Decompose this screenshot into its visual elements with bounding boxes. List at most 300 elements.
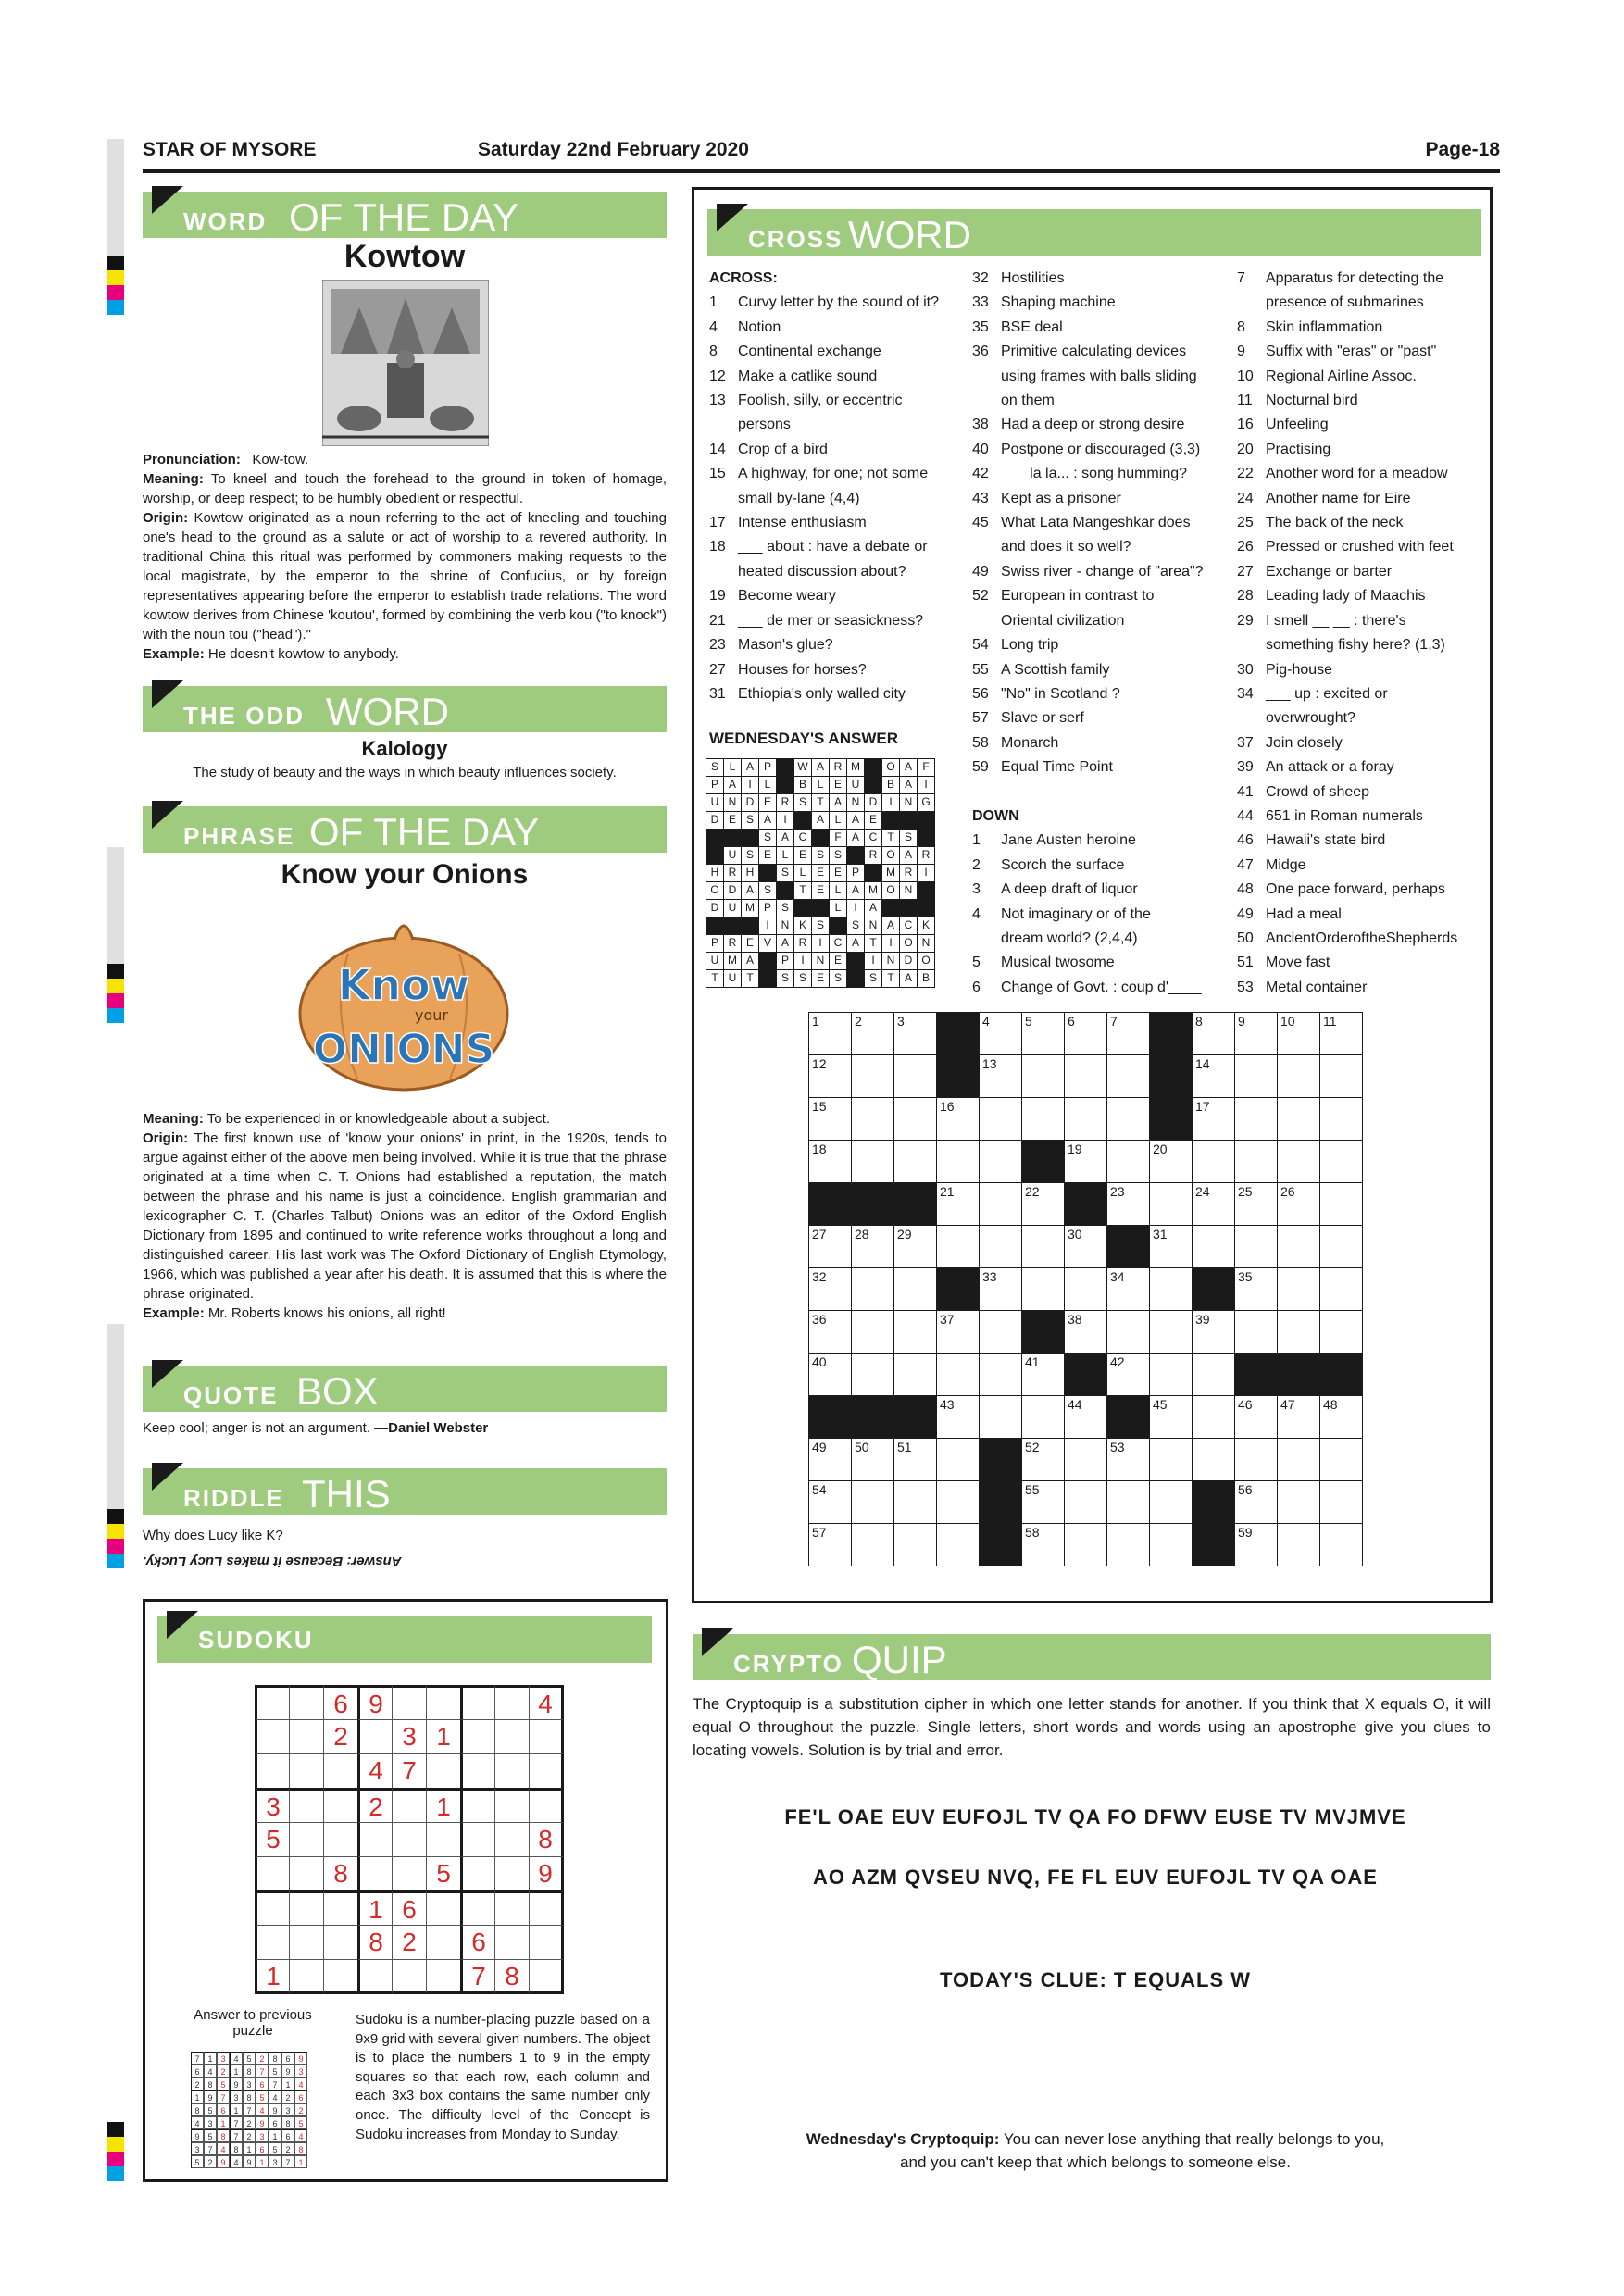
sudoku-cell[interactable]: [289, 1959, 324, 1994]
sudoku-answer-cell: 7: [191, 2052, 204, 2065]
sudoku-cell[interactable]: [494, 1822, 530, 1857]
crossword-cell[interactable]: [979, 1310, 1022, 1354]
cell-number: 27: [812, 1227, 827, 1242]
sudoku-cell[interactable]: [255, 1925, 290, 1960]
crossword-cell[interactable]: [851, 1225, 894, 1268]
sudoku-cell[interactable]: [529, 1959, 564, 1994]
cell-number: 10: [1280, 1014, 1295, 1029]
sudoku-answer-cell: 9: [191, 2129, 204, 2142]
crossword-cell[interactable]: [1192, 1182, 1235, 1226]
crossword-cell[interactable]: [1234, 1267, 1278, 1311]
sudoku-cell[interactable]: [289, 1856, 324, 1891]
clue: [1237, 805, 1496, 829]
answer-cell: A: [881, 917, 900, 935]
answer-cell: S: [811, 846, 830, 865]
crossword-cell[interactable]: [808, 1480, 852, 1524]
sudoku-cell[interactable]: [255, 1719, 290, 1754]
crossword-cell[interactable]: [893, 1480, 937, 1524]
crossword-cell[interactable]: [1021, 1267, 1065, 1311]
crossword-cell[interactable]: [893, 1140, 937, 1183]
clue: [972, 706, 1231, 730]
crossword-cell[interactable]: [1106, 1438, 1150, 1481]
crossword-cell[interactable]: [1319, 1012, 1363, 1055]
sudoku-cell[interactable]: [460, 1890, 495, 1926]
crossword-cell[interactable]: [893, 1267, 937, 1311]
answer-cell: I: [917, 864, 935, 882]
answer-cell: F: [917, 758, 935, 777]
sudoku-cell[interactable]: [426, 1822, 461, 1857]
crossword-cell[interactable]: [1192, 1310, 1235, 1354]
crossword-cell[interactable]: [1149, 1182, 1193, 1226]
crossword-cell[interactable]: [808, 1523, 852, 1566]
riddle-question: Why does Lucy like K?: [143, 1528, 283, 1543]
clue-number: 13: [709, 393, 726, 409]
crossword-cell[interactable]: [1064, 1395, 1107, 1439]
sudoku-cell[interactable]: [426, 1753, 461, 1789]
sudoku-cell[interactable]: [529, 1753, 564, 1789]
crossword-cell[interactable]: [1106, 1523, 1150, 1566]
sudoku-cell[interactable]: [494, 1753, 530, 1789]
sudoku-cell[interactable]: [255, 1890, 290, 1926]
sudoku-cell[interactable]: [460, 1788, 495, 1823]
crossword-black-cell: [979, 1523, 1022, 1566]
clue-number: 42: [972, 466, 989, 482]
clue-text: presence of submarines: [1266, 294, 1424, 311]
crossword-cell[interactable]: [1234, 1054, 1278, 1098]
sudoku-cell[interactable]: [255, 1753, 290, 1789]
crossword-cell[interactable]: [1234, 1438, 1278, 1481]
sudoku-cell[interactable]: [494, 1890, 530, 1926]
crossword-cell[interactable]: [851, 1097, 894, 1141]
crossword-cell[interactable]: [979, 1353, 1022, 1396]
clue-text: "No" in Scotland ?: [1001, 685, 1120, 702]
answer-cell: L: [829, 811, 847, 830]
sudoku-cell[interactable]: [357, 1719, 393, 1754]
crossword-cell[interactable]: [808, 1267, 852, 1311]
crossword-cell[interactable]: [1064, 1310, 1107, 1354]
crossword-cell[interactable]: [1277, 1395, 1320, 1439]
word-of-day-heading: WORD OF THE DAY: [143, 192, 667, 238]
crossword-cell[interactable]: [808, 1225, 852, 1268]
sudoku-cell[interactable]: [392, 1822, 427, 1857]
crossword-cell[interactable]: [851, 1140, 894, 1183]
clue-text: Skin inflammation: [1266, 318, 1383, 335]
answer-cell: E: [758, 846, 777, 865]
crossword-cell[interactable]: [1064, 1140, 1107, 1183]
clue-number: 53: [1237, 979, 1254, 995]
crossword-cell[interactable]: [1149, 1310, 1193, 1354]
sudoku-cell[interactable]: [426, 1959, 461, 1994]
crossword-cell[interactable]: [1106, 1140, 1150, 1183]
crossword-cell[interactable]: [1021, 1097, 1065, 1141]
crossword-cell[interactable]: [1234, 1097, 1278, 1141]
crossword-cell[interactable]: [1021, 1438, 1065, 1481]
crossword-cell[interactable]: [1106, 1480, 1150, 1524]
sudoku-cell[interactable]: [289, 1685, 324, 1720]
clue-number: 15: [709, 466, 726, 482]
sudoku-cell[interactable]: [289, 1788, 324, 1823]
answer-cell: [899, 899, 918, 917]
crossword-cell[interactable]: [1064, 1523, 1107, 1566]
crossword-cell[interactable]: [1149, 1353, 1193, 1396]
crossword-cell[interactable]: [936, 1523, 980, 1566]
crossword-cell[interactable]: [979, 1225, 1022, 1268]
clue-text: Notion: [738, 318, 781, 335]
crossword-cell[interactable]: [1234, 1012, 1278, 1055]
sudoku-cell[interactable]: [460, 1719, 495, 1754]
crossword-cell[interactable]: [979, 1012, 1022, 1055]
crossword-cell[interactable]: [1064, 1012, 1107, 1055]
clue: [1237, 413, 1496, 437]
answer-cell: [741, 917, 759, 935]
sudoku-cell[interactable]: [494, 1788, 530, 1823]
cell-number: 16: [940, 1099, 955, 1114]
crossword-cell[interactable]: [851, 1054, 894, 1098]
sudoku-answer-cell: 3: [256, 2129, 269, 2142]
clue-text: heated discussion about?: [738, 563, 906, 580]
crossword-cell[interactable]: [1234, 1310, 1278, 1354]
sudoku-heading: SUDOKU: [157, 1616, 652, 1663]
sudoku-cell[interactable]: [255, 1685, 290, 1720]
crossword-cell[interactable]: [1149, 1140, 1193, 1183]
crossword-cell[interactable]: [1277, 1310, 1320, 1354]
crossword-cell[interactable]: [808, 1097, 852, 1141]
crossword-cell[interactable]: [936, 1353, 980, 1396]
sudoku-cell[interactable]: [323, 1890, 358, 1926]
crossword-cell[interactable]: [936, 1097, 980, 1141]
crossword-cell[interactable]: [1064, 1225, 1107, 1268]
crossword-cell[interactable]: [936, 1225, 980, 1268]
clue-text: Metal container: [1266, 979, 1368, 995]
crossword-cell[interactable]: [851, 1012, 894, 1055]
sudoku-cell[interactable]: [289, 1822, 324, 1857]
cell-number: 7: [1110, 1014, 1118, 1029]
clue: [1237, 609, 1496, 633]
word-of-day-body: Pronunciation: Kow-tow. Meaning: To kneel and touch the forehead to the ground in token of homage, worship, or deep respect; to be humbly obedient or respectful. Origin: Kowtow originated as a noun referring to the act of kneeling and touching one's head to the ground as a salute or act of worship to a revered authority. In traditional China this ritual was performed by commoners making requests to the local magistrate, by the emperor to the shrine of Confucius, or by foreign representatives appearing before the emperor to establish trade relations. The word kowtow derives from Chinese 'koutou', formed by combining the verb kou ("to knock") with the noun tou ("head")." Example: He doesn't kowtow to anybody.: [143, 452, 667, 662]
clue-text: Move fast: [1266, 955, 1330, 971]
crossword-cell[interactable]: [1277, 1140, 1320, 1183]
clue-text: Crop of a bird: [738, 441, 828, 457]
crossword-cell[interactable]: [808, 1353, 852, 1396]
crossword-cell[interactable]: [1319, 1267, 1363, 1311]
sudoku-answer-cell: 9: [204, 2090, 217, 2103]
crossword-cell[interactable]: [1319, 1225, 1363, 1268]
crossword-black-cell: [1319, 1353, 1363, 1396]
answer-cell: R: [793, 934, 812, 953]
crossword-cell[interactable]: [1192, 1012, 1235, 1055]
clue-text: AncientOrderoftheShepherds: [1266, 930, 1458, 946]
answer-cell: [899, 811, 918, 830]
sudoku-cell[interactable]: [460, 1822, 495, 1857]
clue-number: 6: [972, 979, 981, 995]
clue: [972, 560, 1231, 584]
crossword-cell[interactable]: [1319, 1438, 1363, 1481]
sudoku-answer-cell: 5: [256, 2090, 269, 2103]
phrase-body: Meaning: To be experienced in or knowledgeable about a subject. Origin: The first known use of 'know your onions' in print, in the 1920s, tends to argue against either of the above men being involved. While it is true that the phrase originated at a time when C. T. Onions had established a reputation, the match between the phrase and his name is just a coincidence. English grammarian and lexicographer C. T. (Charles Talbut) Onions was an editor of the Oxford English Dictionary from 1895 and continued to write reference works throughout a long and distinguished career. His last work was The Oxford Dictionary of English Etymology, 1966, which was published a year after his death. It is assumed that this is where the phrase originated. Example: Mr. Roberts knows his onions, all right!: [143, 1111, 668, 1321]
sudoku-cell[interactable]: [289, 1753, 324, 1789]
answer-cell: R: [917, 846, 935, 865]
crossword-cell[interactable]: [1064, 1267, 1107, 1311]
answer-cell: I: [758, 917, 777, 935]
crossword-cell[interactable]: [979, 1054, 1022, 1098]
answer-cell: S: [706, 758, 724, 777]
crossword-cell[interactable]: [936, 1310, 980, 1354]
crossword-cell[interactable]: [1064, 1438, 1107, 1481]
crossword-cell[interactable]: [808, 1054, 852, 1098]
crossword-cell[interactable]: [808, 1012, 852, 1055]
clues-col2: [972, 267, 1231, 1000]
sudoku-cell[interactable]: [289, 1890, 324, 1926]
crossword-cell[interactable]: [1064, 1097, 1107, 1141]
clue: [972, 267, 1231, 291]
crossword-cell[interactable]: [1149, 1267, 1193, 1311]
crossword-cell[interactable]: [1234, 1225, 1278, 1268]
answer-cell: N: [917, 934, 935, 953]
sudoku-cell[interactable]: [323, 1822, 358, 1857]
clue-text: Primitive calculating devices: [1001, 343, 1187, 360]
answer-cell: [917, 829, 935, 847]
crossword-cell[interactable]: [893, 1097, 937, 1141]
crossword-cell[interactable]: [1234, 1523, 1278, 1566]
crossword-cell[interactable]: [936, 1480, 980, 1524]
crossword-cell[interactable]: [1021, 1523, 1065, 1566]
crossword-cell[interactable]: [1319, 1395, 1363, 1439]
crossword-black-cell: [851, 1182, 894, 1226]
answer-cell: [706, 917, 724, 935]
sudoku-cell[interactable]: [323, 1753, 358, 1789]
issue-date: Saturday 22nd February 2020: [478, 139, 749, 160]
crossword-cell[interactable]: [893, 1438, 937, 1481]
sudoku-cell[interactable]: [392, 1959, 427, 1994]
clue-text: Join closely: [1266, 734, 1343, 751]
crossword-cell[interactable]: [1319, 1140, 1363, 1183]
crossword-cell[interactable]: [1234, 1182, 1278, 1226]
crossword-cell[interactable]: [1277, 1097, 1320, 1141]
crossword-cell[interactable]: [1149, 1523, 1193, 1566]
crossword-cell[interactable]: [808, 1140, 852, 1183]
answer-cell: [917, 881, 935, 900]
crossword-cell[interactable]: [1192, 1438, 1235, 1481]
crossword-cell[interactable]: [1106, 1012, 1150, 1055]
crossword-cell[interactable]: [893, 1353, 937, 1396]
clue: [972, 389, 1231, 413]
clue-number: 37: [1237, 734, 1254, 751]
header-rule: [143, 169, 1500, 173]
clue-number: 27: [1237, 563, 1254, 580]
crossword-cell[interactable]: [1192, 1097, 1235, 1141]
crossword-cell[interactable]: [1106, 1054, 1150, 1098]
crossword-cell[interactable]: [1192, 1054, 1235, 1098]
sudoku-answer-cell: 8: [230, 2142, 243, 2155]
crossword-cell[interactable]: [1064, 1480, 1107, 1524]
sudoku-answer-cell: 1: [294, 2155, 307, 2168]
sudoku-cell[interactable]: [323, 1959, 358, 1994]
clue: [1237, 316, 1496, 340]
answer-cell: T: [864, 934, 882, 953]
sudoku-cell[interactable]: [529, 1719, 564, 1754]
crossword-cell[interactable]: [1277, 1182, 1320, 1226]
crossword-cell[interactable]: [1021, 1012, 1065, 1055]
crossword-cell[interactable]: [1277, 1267, 1320, 1311]
crossword-cell[interactable]: [936, 1182, 980, 1226]
crossword-cell[interactable]: [893, 1523, 937, 1566]
crossword-cell[interactable]: [1021, 1182, 1065, 1226]
crossword-cell[interactable]: [1192, 1140, 1235, 1183]
sudoku-cell[interactable]: [426, 1925, 461, 1960]
answer-cell: E: [811, 864, 830, 882]
sudoku-cell[interactable]: [289, 1925, 324, 1960]
sudoku-cell[interactable]: [494, 1685, 530, 1720]
sudoku-cell[interactable]: [255, 1856, 290, 1891]
sudoku-answer-cell: 1: [191, 2090, 204, 2103]
crossword-cell[interactable]: [936, 1140, 980, 1183]
crossword-cell[interactable]: [1021, 1054, 1065, 1098]
crossword-cell[interactable]: [1277, 1012, 1320, 1055]
crossword-black-cell: [808, 1395, 852, 1439]
sudoku-cell[interactable]: [529, 1890, 564, 1926]
crossword-cell[interactable]: [1277, 1480, 1320, 1524]
answer-cell: D: [864, 793, 882, 812]
crossword-cell[interactable]: [979, 1097, 1022, 1141]
crossword-cell[interactable]: [1021, 1353, 1065, 1396]
sudoku-cell[interactable]: [494, 1925, 530, 1960]
sudoku-answer-cell: 4: [230, 2155, 243, 2168]
clue-number: 14: [709, 441, 726, 457]
sudoku-cell: 5: [255, 1822, 290, 1857]
sudoku-cell[interactable]: [460, 1856, 495, 1891]
crossword-cell[interactable]: [1319, 1054, 1363, 1098]
sudoku-cell[interactable]: [392, 1685, 427, 1720]
crossword-cell[interactable]: [1106, 1353, 1150, 1396]
crossword-cell[interactable]: [979, 1395, 1022, 1439]
crossword-cell[interactable]: [851, 1267, 894, 1311]
sudoku-cell[interactable]: [460, 1753, 495, 1789]
answer-cell: A: [741, 881, 759, 900]
crossword-cell[interactable]: [851, 1438, 894, 1481]
answer-cell: B: [917, 969, 935, 988]
crossword-cell[interactable]: [808, 1438, 852, 1481]
crossword-cell[interactable]: [1149, 1395, 1193, 1439]
crossword-cell[interactable]: [1319, 1480, 1363, 1524]
crossword-cell[interactable]: [1319, 1523, 1363, 1566]
crossword-cell[interactable]: [1021, 1480, 1065, 1524]
crossword-cell[interactable]: [851, 1523, 894, 1566]
answer-cell: R: [829, 758, 847, 777]
sudoku-answer-cell: 1: [243, 2142, 256, 2155]
crossword-cell[interactable]: [1192, 1395, 1235, 1439]
crossword-cell[interactable]: [1277, 1225, 1320, 1268]
sudoku-cell[interactable]: [392, 1856, 427, 1891]
sudoku-cell[interactable]: [494, 1719, 530, 1754]
sudoku-cell[interactable]: [357, 1856, 393, 1891]
answer-cell: [881, 811, 900, 830]
sudoku-answer-cell: 4: [204, 2065, 217, 2078]
crossword-cell[interactable]: [1106, 1097, 1150, 1141]
crossword-cell[interactable]: [1277, 1523, 1320, 1566]
crossword-cell[interactable]: [851, 1480, 894, 1524]
crossword-cell[interactable]: [936, 1438, 980, 1481]
answer-cell: [723, 829, 742, 847]
crossword-black-cell: [979, 1480, 1022, 1524]
crossword-cell[interactable]: [1106, 1310, 1150, 1354]
crossword-cell[interactable]: [936, 1395, 980, 1439]
crossword-cell[interactable]: [979, 1182, 1022, 1226]
crossword-cell[interactable]: [979, 1140, 1022, 1183]
crossword-cell[interactable]: [1277, 1438, 1320, 1481]
crossword-cell[interactable]: [1149, 1225, 1193, 1268]
crossword-cell[interactable]: [1319, 1310, 1363, 1354]
cell-number: 22: [1025, 1184, 1040, 1199]
crossword-cell[interactable]: [851, 1310, 894, 1354]
crossword-cell[interactable]: [1106, 1267, 1150, 1311]
answer-cell: T: [793, 881, 812, 900]
crossword-cell[interactable]: [893, 1310, 937, 1354]
sudoku-cell[interactable]: [357, 1959, 393, 1994]
crossword-cell[interactable]: [893, 1054, 937, 1098]
across-clues-col1: [709, 267, 959, 706]
crossword-cell[interactable]: [1064, 1054, 1107, 1098]
registration-strip: [107, 139, 124, 315]
sudoku-cell[interactable]: [494, 1856, 530, 1891]
sudoku-cell: 2: [357, 1788, 393, 1823]
crossword-cell[interactable]: [893, 1012, 937, 1055]
crossword-cell[interactable]: [1149, 1438, 1193, 1481]
answer-cell: M: [723, 952, 742, 970]
answer-cell: O: [899, 934, 918, 953]
sudoku-cell[interactable]: [529, 1925, 564, 1960]
crossword-cell[interactable]: [1319, 1182, 1363, 1226]
sudoku-cell[interactable]: [426, 1685, 461, 1720]
crossword-cell[interactable]: [808, 1310, 852, 1354]
crossword-cell[interactable]: [1192, 1353, 1235, 1396]
sudoku-cell: 6: [460, 1925, 495, 1960]
crossword-cell[interactable]: [1106, 1182, 1150, 1226]
sudoku-cell[interactable]: [392, 1788, 427, 1823]
cell-number: 9: [1238, 1014, 1245, 1029]
crossword-cell[interactable]: [1149, 1480, 1193, 1524]
crossword-cell[interactable]: [1319, 1097, 1363, 1141]
cell-number: 50: [855, 1440, 869, 1454]
sudoku-cell[interactable]: [323, 1925, 358, 1960]
clue-text: Intense enthusiasm: [738, 515, 867, 531]
registration-strip: [107, 847, 124, 1023]
crossword-cell[interactable]: [1234, 1480, 1278, 1524]
sudoku-cell[interactable]: [357, 1822, 393, 1857]
sudoku-cell[interactable]: [426, 1890, 461, 1926]
crossword-cell[interactable]: [893, 1225, 937, 1268]
sudoku-cell[interactable]: [529, 1788, 564, 1823]
sudoku-answer-cell: 2: [217, 2065, 230, 2078]
crossword-cell[interactable]: [1234, 1140, 1278, 1183]
clue: [709, 511, 959, 535]
sudoku-cell[interactable]: [460, 1685, 495, 1720]
crossword-cell[interactable]: [1021, 1225, 1065, 1268]
clue-text: Monarch: [1001, 734, 1059, 751]
crossword-cell[interactable]: [1277, 1054, 1320, 1098]
sudoku-cell[interactable]: [323, 1788, 358, 1823]
answer-cell: O: [881, 846, 900, 865]
crossword-cell[interactable]: [851, 1353, 894, 1396]
crossword-cell[interactable]: [1192, 1225, 1235, 1268]
sudoku-cell[interactable]: [289, 1719, 324, 1754]
crossword-cell[interactable]: [1234, 1395, 1278, 1439]
clue-text: Change of Govt. : coup d'____: [1001, 979, 1202, 995]
crossword-cell[interactable]: [1021, 1395, 1065, 1439]
crossword-cell[interactable]: [979, 1267, 1022, 1311]
clue-number: 7: [1237, 270, 1245, 286]
clue-number: 23: [709, 637, 726, 654]
answer-cell: L: [829, 899, 847, 917]
